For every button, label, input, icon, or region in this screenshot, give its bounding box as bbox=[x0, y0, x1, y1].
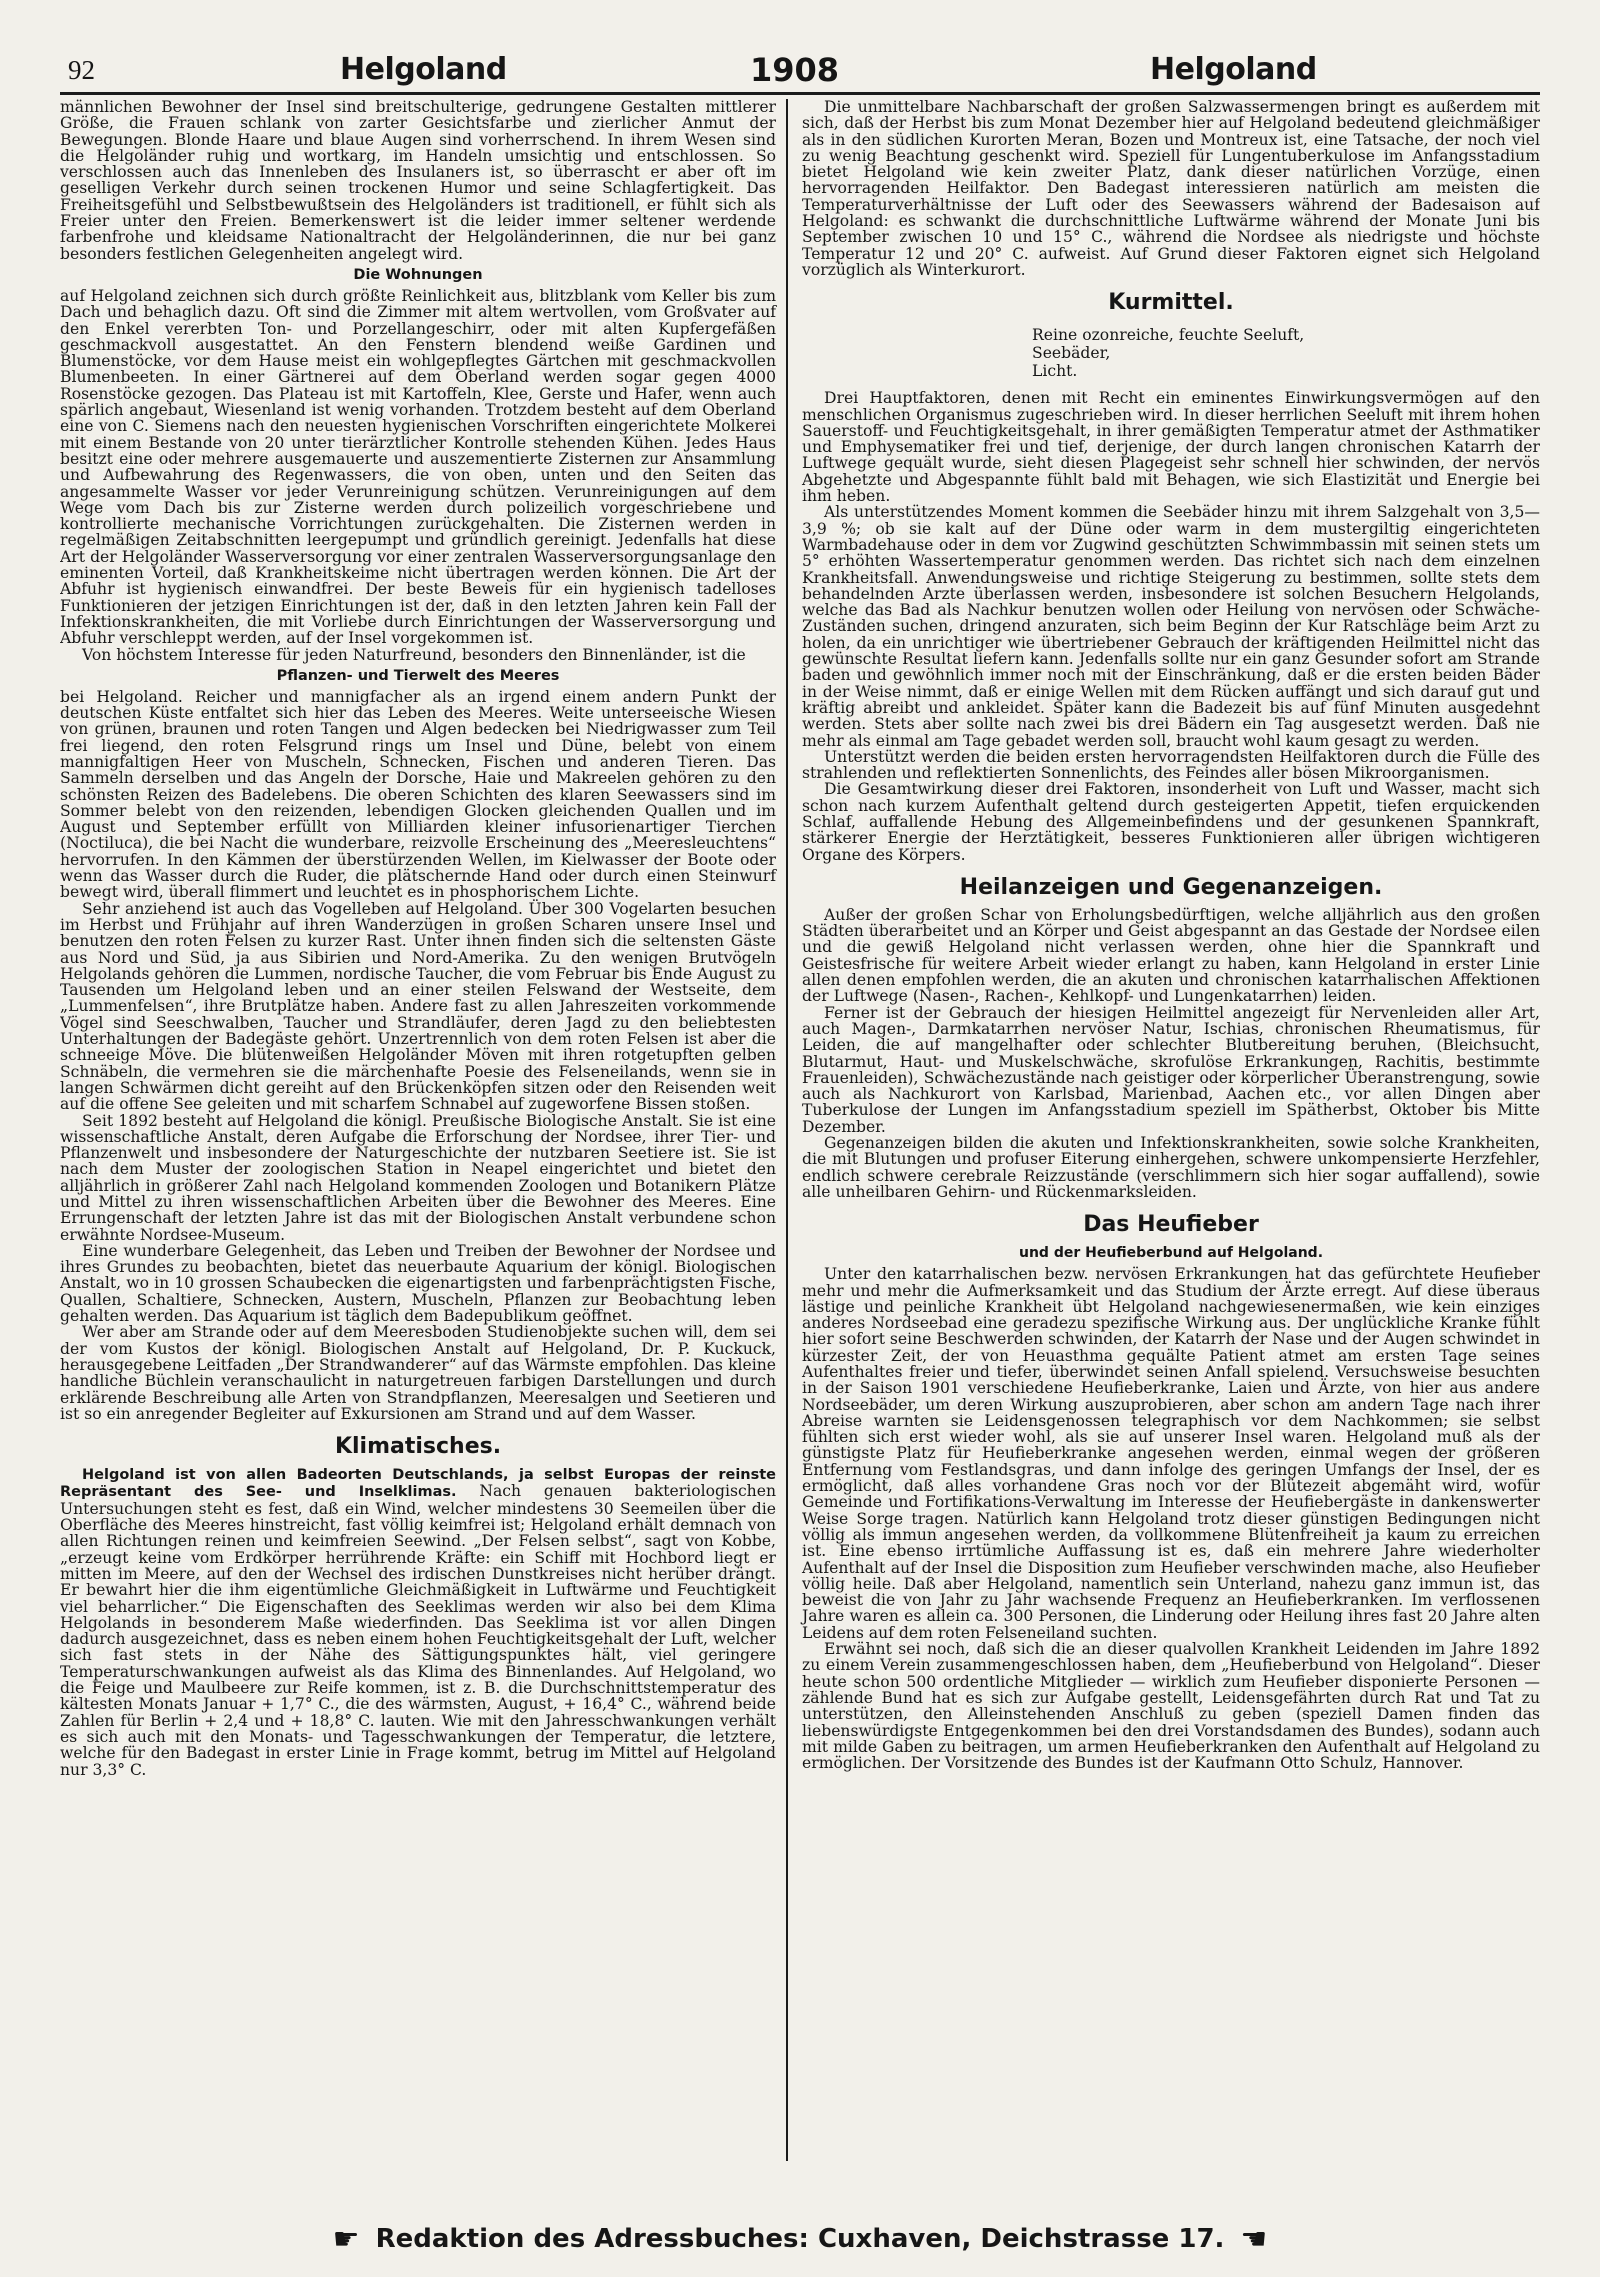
climate-body-text: Nach genauen bakteriologischen Untersuchungen steht es fest, daß ein Wind, welcher mindestens 30 Seemeilen über die Oberfläche des Meeres hinstreicht, fast völlig keimfrei ist; Helgoland erhält demnach von allen Richtungen reinen und keimfreien Seewind. „Der Felsen selbst“, sagt von Kobbe, „erzeugt keine vom Erdkörper herrührende Kräfte: ein Schiff mit Hochbord liegt er mitten im Meere, auf den der Wechsel des irdischen Dunstkreises nicht herüber drängt. Er bewahrt hier die ihm eigentümliche Gleichmäßigkeit in Luftwärme und Feuchtigkeit viel beharrlicher.“ Die Eigenschaften des Seeklimas werden wir also bei dem Klima Helgolands in besonderem Maße wiederfinden. Das Seeklima ist vor allen Dingen dadurch ausgezeichnet, dass es neben einem hohen Feuchtigkeitsgehalt der Luft, welcher sich fast stets in der Nähe des Sättigungspunktes hält, viel geringere Temperaturschwankungen aufweist als das Klima des Binnenlandes. Auf Helgoland, wo die Feige und Maulbeere zur Reife kommen, ist z. B. die Durchschnittstemperatur des kältesten Monats Januar + 1,7° C., die des wärmsten, August, + 16,4° C., während beide Zahlen für Berlin + 2,4 und + 18,8° C. lauten. Wie mit den Jahresschwankungen verhält es sich auch mit den Monats- und Tagesschwankungen der Temperatur, die letztere, welche für den Badegast in erster Linie in Frage kommt, betrug im Mittel auf Helgoland nur 3,3° C. bbox=[60, 1482, 777, 1779]
paragraph-sea-baths: Als unterstützendes Moment kommen die Seebäder hinzu mit ihrem Salzgehalt von 3,5—3,9 %; ob sie kalt auf der Düne oder warm in dem mustergiltig eingerichteten Warmbadehause oder in dem vor Zugwind geschützten Schwimmbassin mit seinen stets um 5° erhöhten Wassertemperatur genommen werden. Das richtet sich nach dem einzelnen Krankheitsfall. Anwendungsweise und richtige Steigerung zu bestimmen, sollte stets dem behandelnden Arzte überlassen werden, insbesondere ist solchen Besuchern Helgolands, welche das Bad als Nachkur benutzen wollen oder Heilung von nervösen oder Schwäche-Zuständen suchen, dringend anzuraten, sich beim Beginn der Kur Ratschläge beim Arzt zu holen, da ein unrichtiger wie übertriebener Gebrauch der kräftigenden Heilmittel nicht das gewünschte Resultat liefern kann. Jedenfalls sollte nur ein ganz Gesunder sofort am Strande baden und gewöhnlich immer noch mit der Einschränkung, daß er die ersten beiden Bäder in der Weise nimmt, daß er einige Wellen mit dem Rücken auffängt und sich darauf gut und kräftig abreibt und ankleidet. Später kann die Badezeit bis auf fünf Minuten ausgedehnt werden. Stets aber sollte nach zwei bis drei Bädern ein Tag ausgesetzt werden. Daß nie mehr als einmal am Tage gebadet werden soll, braucht wohl kaum gesagt zu werden. bbox=[802, 503, 1540, 750]
paragraph-housing: auf Helgoland zeichnen sich durch größte Reinlichkeit aus, blitzblank vom Keller bis zum Dach und behaglich dazu. Oft sind die Zimmer mit altem wertvollen, vom Großvater auf den Enkel vererbten Ton- und Porzellangeschirr, oder mit alten Kupfergefäßen geschmackvoll ausgestattet. An den Fenstern blendend weiße Gardinen und Blumenstöcke, vor dem Hause meist ein wohlgepflegtes Gärtchen mit geschmackvollen Blumenbeeten. In einer Gärtnerei auf dem Oberland werden sogar gegen 4000 Rosenstöcke gezogen. Das Plateau ist mit Kartoffeln, Klee, Gerste und Hafer, wenn auch spärlich angebaut, Wiesenland ist wenig vorhanden. Trotzdem besteht auf dem Oberland eine von C. Siemens nach den neuesten hygienischen Vorschriften eingerichtete Molkerei mit einem Bestande von 20 unter tierärztlicher Kontrolle stehenden Kühen. Jedes Haus besitzt eine oder mehrere ausgemauerte und auszementierte Zisternen zur Ansammlung und Aufbewahrung des Regenwassers, die von oben, unten und den Seiten das angesammelte Wasser vor jeder Verunreinigung schützen. Verunreinigungen auf dem Wege vom Dach bis zur Zisterne werden durch polizeilich vorgeschriebene und kontrollierte mechanische Vorrichtungen zurückgehalten. Die Zisternen werden in regelmäßigen Zeitabschnitten leergepumpt und gründlich gereinigt. Jedenfalls hat diese Art der Helgoländer Wasserversorgung vor einer zentralen Wasserversorgungsanlage den eminenten Vorteil, daß Krankheitskeime nicht übertragen werden können. Die Art der Abfuhr ist hygienisch einwandfrei. Der beste Beweis für ein hygienisch tadelloses Funktionieren der jetzigen Einrichtungen ist der, daß in den letzten Jahren kein Fall der Infektionskrankheiten, die mit Vorliebe durch Einrichtungen der Wasserversorgung und Abfuhr verschleppt werden, auf der Insel vorgekommen ist. bbox=[60, 286, 777, 648]
kurmittel-item: Licht. bbox=[1032, 362, 1078, 381]
kurmittel-item: Reine ozonreiche, feuchte Seeluft, bbox=[1032, 326, 1305, 345]
paragraph-autumn-climate: Die unmittelbare Nachbarschaft der großen Salzwassermengen bringt es außerdem mit sich, daß der Herbst bis zum Monat Dezember hier auf Helgoland bedeutend gleichmäßiger als in den südlichen Kurorten Meran, Bozen und Montreux ist, eine Tatsache, der noch viel zu wenig Beachtung geschenkt wird. Speziell für Lungentuberkulose im Anfangsstadium bietet Helgoland wie kein zweiter Platz, dank dieser natürlichen Vorzüge, einen hervorragenden Heilfaktor. Den Badegast interessieren natürlich am meisten die Temperaturverhältnisse der Luft oder des Seewassers während der Badesaison auf Helgoland: es schwankt die durchschnittliche Luftwärme während der Monate Juni bis September zwischen 10 und 15° C., während die Nordsee als niedrigste und höchste Temperatur 12 und 20° C. aufweist. Auf Grund dieser Faktoren eignet sich Helgoland vorzüglich als Winterkurort. bbox=[802, 99, 1540, 279]
heading-heilanzeigen: Heilanzeigen und Gegenanzeigen. bbox=[959, 874, 1383, 900]
heading-klimatisches: Klimatisches. bbox=[334, 1434, 502, 1460]
paragraph-strandwanderer: Wer aber am Strande oder auf dem Meeresboden Studienobjekte suchen will, dem sei der vom Kustos der königl. Biologischen Anstalt auf Helgoland, Dr. P. Kuckuck, herausgegebene Leitfaden „Der Strandwanderer“ auf das Wärmste empfohlen. Das kleine handliche Büchlein veranschaulicht in naturgetreuen farbigen Darstellungen und durch erklärende Beschreibung alle Arten von Strandpflanzen, Meeresalgen und Seetieren und ist so ein anregender Begleiter auf Exkursionen am Strand und auf dem Wasser. bbox=[60, 1323, 777, 1423]
paragraph-bird-life: Sehr anziehend ist auch das Vogelleben auf Helgoland. Über 300 Vogelarten besuchen im Herbst und Frühjahr auf ihren Wanderzügen in großen Scharen unsere Insel und benutzen den roten Felsen zu kurzer Rast. Unter ihnen finden sich die seltensten Gäste aus Nord und Süd, ja aus Sibirien und Nord-Amerika. Zu den wenigen Brutvögeln Helgolands gehören die Lummen, nordische Taucher, die vom Februar bis Ende August zu Tausenden um Helgoland leben und an einer steilen Felswand der Westseite, dem „Lummenfelsen“, ihre Brutplätze haben. Andere fast zu allen Jahreszeiten vorkommende Vögel sind Seeschwalben, Taucher und Strandläufer, deren Jagd zu den beliebtesten Unterhaltungen der Badegäste gehört. Unzertrennlich von dem roten Felsen ist aber die schneeige Möve. Die blütenweißen Helgoländer Möven mit ihren rotgetupften gelben Schnäbeln, die vermehren sie die märchenhafte Poesie des Felseneilands, wenn sie in langen Schwärmen dicht gereiht auf den Brückenköpfen sitzen oder den Reisenden weit auf die offene See geleiten und mit scharfem Schnabel auf zugeworfene Bissen stoßen. bbox=[60, 899, 777, 1114]
heading-wohnungen: Die Wohnungen bbox=[353, 266, 483, 283]
page-number: 92 bbox=[68, 55, 95, 85]
paragraph-further-indications: Ferner ist der Gebrauch der hiesigen Heilmittel angezeigt für Nervenleiden aller Art, auch Magen-, Darmkatarrhen nervöser Natur, Ischias, chronischen Rheumatismus, für Leiden, die auf mangelhafter oder schlechter Blutbereitung beruhen, (Bleichsucht, Blutarmut, Haut- und Muskelschwäche, skrofulöse Erkrankungen, Rachitis, bestimmte Frauenleiden), Schwächezustände nach geistiger oder körperlicher Überanstrengung, sowie auch als Nachkurort von Karlsbad, Marienbad, Aachen etc., vor allen Dingen aber Tuberkulose der Lungen im Anfangsstadium speziell im Spätherbst, Oktober bis Mitte Dezember. bbox=[802, 1003, 1540, 1136]
two-column-body bbox=[60, 99, 1540, 2161]
paragraph-hay-fever: Unter den katarrhalischen bezw. nervösen Erkrankungen hat das gefürchtete Heufieber mehr und mehr die Aufmerksamkeit und das Studium der Ärzte erregt. Auf diese überaus lästige und peinliche Krankheit übt Helgoland nachgewiesenermaßen, wie kein einziges anderes Nordseebad eine geradezu spezifische Wirkung aus. Der unglückliche Kranke fühlt hier sofort seine Beschwerden schwinden, der Katarrh der Nase und der Augen schwindet in kürzester Zeit, der von Heuasthma gequälte Patient atmet am ersten Tage seines Aufenthaltes freier und tiefer, überwindet seinen Anfall spielend. Versuchsweise besuchten in der Saison 1901 verschiedene Heufieberkranke, Laien und Ärzte, von hier aus andere Nordseebäder, um deren Wirkung auszuprobieren, aber schon am andern Tage nach ihrer Abreise warnten sie Leidensgenossen telegraphisch vor dem Nachkommen; sie selbst fühlten sich erst wieder wohl, als sie auf unserer Insel waren. Helgoland muß als der günstigste Platz für Heufieberkranke angesehen werden, einmal wegen der größeren Entfernung vom Festlandsgras, und dann infolge des geringen Umfangs der Insel, der es ermöglicht, daß alles vorhandene Gras noch vor der Blütezeit abgemäht wird, wofür Gemeinde und Fortifikations-Verwaltung im Interesse der Heufiebergäste in dankenswerter Weise Sorge tragen. Natürlich kann Helgoland trotz dieser günstigen Bedingungen nicht völlig als immun angesehen werden, da vollkommene Blütenfreiheit ja kaum zu erreichen ist. Eine ebenso irrtümliche Auffassung ist es, daß ein mehrere Jahre wiederholter Aufenthalt auf der Insel die Disposition zum Heufieber verschwinden mache, also Heufieber völlig heile. Daß aber Helgoland, namentlich sein Unterland, nahezu ganz immun ist, das beweist die von Jahr zu Jahr wachsende Frequenz an Heufieberkranken. Im verflossenen Jahre waren es allein ca. 300 Personen, die Linderung oder Heilung ihres fast 20 Jahre alten Leidens auf dem roten Felseneiland suchten. bbox=[802, 1265, 1540, 1642]
paragraph-climate bbox=[60, 1466, 776, 1778]
year: 1908 bbox=[750, 51, 840, 89]
page-header bbox=[60, 50, 1540, 95]
heading-heufieber: Das Heufieber bbox=[1083, 1212, 1259, 1238]
paragraph-sea-air: Drei Hauptfaktoren, denen mit Recht ein eminentes Einwirkungsvermögen auf den menschlichen Organismus zugeschrieben wird. In dieser herrlichen Seeluft mit ihrem hohen Sauerstoff- und Feuchtigkeitsgehalt, in ihrer gemäßigten Temperatur atmet der Asthmatiker und Emphysematiker frei und tief, derjenige, der durch langen chronischen Katarrh der Luftwege gequält wurde, sieht diesen Plagegeist sehr schnell hier schwinden, der nervös Abgehetzte und Abgespannte fühlt bald mit Behagen, wie sich Elastizität und Energie bei ihm heben. bbox=[802, 389, 1540, 506]
climate-lead-statement: Helgoland ist von allen Badeorten Deutschlands, ja selbst Europas der reinste Repräsentant des See- und Inselklimas. bbox=[60, 1467, 777, 1501]
paragraph-hay-fever-society: Erwähnt sei noch, daß sich die an dieser qualvollen Krankheit Leidenden im Jahre 1892 zu einem Verein zusammengeschlossen haben, dem „Heufieberbund von Helgoland“. Dieser heute schon 500 ordentliche Mitglieder — wirklich zum Heufieber disponierte Personen — zählende Bund hat es sich zur Aufgabe gestellt, Leidensgefährten durch Rat und Tat zu unterstützen, den Alleinstehenden Anschluß zu geben (speziell Damen finden das liebenswürdigste Entgegenkommen bei den drei Vorstandsdamen des Bundes), sodann auch mit milde Gaben zu beitragen, um armen Heufieberkranken den Aufenthalt auf Helgoland zu ermöglichen. Der Vorsitzende des Bundes ist der Kaufmann Otto Schulz, Hannover. bbox=[802, 1640, 1540, 1773]
heading-pflanzen-tierwelt: Pflanzen- und Tierwelt des Meeres bbox=[276, 667, 560, 684]
footer-text: Redaktion des Adressbuches: Cuxhaven, Deichstrasse 17. bbox=[375, 2224, 1225, 2254]
paragraph-nature-intro: Von höchstem Interesse für jeden Naturfreund, besonders den Binnenländer, ist die bbox=[82, 645, 746, 664]
running-title-left: Helgoland bbox=[340, 52, 507, 87]
paragraph-inhabitants: männlichen Bewohner der Insel sind breitschulterige, gedrungene Gestalten mittlerer Größe, die Frauen schlank von zarter Gesichtsfarbe und zierlicher Anmut der Bewegungen. Blonde Haare und blaue Augen sind vorherrschend. In ihrem Wesen sind die Helgoländer ruhig und wortkarg, im Handeln umsichtig und entschlossen. So verschlossen auch das Innenleben des Insulaners ist, so überrascht er aber oft im geselligen Verkehr durch seinen trockenen Humor und seine Schlagfertigkeit. Das Freiheitsgefühl und Selbstbewußtsein des Helgoländers ist traditionell, er fühlt sich als Freier unter den Freien. Bemerkenswert ist die leider immer seltener werdende farbenfrohe und kleidsame Nationaltracht der Helgoländerinnen, die nur bei ganz besonders festlichen Gelegenheiten angelegt wird. bbox=[60, 99, 777, 263]
left-column bbox=[60, 99, 786, 2161]
heading-kurmittel: Kurmittel. bbox=[1108, 290, 1234, 316]
footer-notice bbox=[0, 2216, 1600, 2266]
kurmittel-item: Seebäder, bbox=[1032, 344, 1111, 363]
right-column bbox=[788, 99, 1540, 2161]
running-title-right: Helgoland bbox=[1150, 52, 1317, 87]
subheading-heufieberbund: und der Heufieberbund auf Helgoland. bbox=[1018, 1245, 1324, 1262]
paragraph-indications: Außer der großen Schar von Erholungsbedürftigen, welche alljährlich aus den großen Städten überarbeitet und an Körper und Geist abgespannt an das Gestade der Nordsee eilen und die gewiß Helgoland nicht verlassen werden, ohne hier die Spannkraft und Geistesfrische für weitere Arbeit wieder erlangt zu haben, kann Helgoland in erster Linie allen denen empfohlen werden, die an akuten und chronischen katarrhalischen Affektionen der Luftwege (Nasen-, Rachen-, Kehlkopf- und Lungenkatarrhen) leiden. bbox=[802, 905, 1540, 1006]
pointing-hand-left-icon: ☚ bbox=[1240, 2222, 1268, 2257]
paragraph-sea-life: bei Helgoland. Reicher und mannigfacher als an irgend einem andern Punkt der deutschen Küste entfaltet sich hier das Leben des Meeres. Weite unterseeische Wiesen von grünen, braunen und roten Tangen und Algen bedecken bei Niedrigwasser zum Teil frei liegend, den roten Felsgrund rings um Insel und Düne, belebt von einem mannigfaltigen Heer von Muscheln, Schnecken, Fischen und anderen Tieren. Das Sammeln derselben und das Angeln der Dorsche, Haie und Makreelen gehören zu den schönsten Reizen des Badelebens. Die oberen Schichten des klaren Seewassers sind im Sommer belebt von den reizenden, lebendigen Glocken gleichenden Quallen und im August und September erfüllt von Milliarden kleiner infusorienartiger Tierchen (Noctiluca), die bei Nacht die wunderbare, reizvolle Erscheinung des „Meeresleuchtens“ hervorrufen. In den Kämmen der überstürzenden Wellen, im Kielwasser der Boote oder wenn das Wasser durch die Ruder, die plätschernde Hand oder durch einen Steinwurf bewegt wird, überall flimmert und leuchtet es in phosphorischem Lichte. bbox=[60, 687, 777, 902]
paragraph-overall-effect: Die Gesamtwirkung dieser drei Faktoren, insonderheit von Luft und Wasser, macht sich schon nach kurzem Aufenthalt geltend durch gesteigerten Appetit, tiefen erquickenden Schlaf, auffallende Hebung des Allgemeinbefindens und der gesunkenen Spannkraft, stärkerer Energie der Herztätigkeit, besseres Funktionieren aller übrigen wichtigeren Organe des Körpers. bbox=[802, 780, 1540, 864]
paragraph-aquarium: Eine wunderbare Gelegenheit, das Leben und Treiben der Bewohner der Nordsee und ihres Grundes zu beobachten, bietet das neuerbaute Aquarium der königl. Biologischen Anstalt, wo in 10 grossen Schaubecken die eigenartigsten und farbenprächtigsten Fische, Quallen, Schaltiere, Schnecken, Austern, Muscheln, Pflanzen zur Beobachtung leben gehalten werden. Das Aquarium ist täglich dem Badepublikum geöffnet. bbox=[60, 1241, 777, 1326]
paragraph-biological-institute: Seit 1892 besteht auf Helgoland die königl. Preußische Biologische Anstalt. Sie ist eine wissenschaftliche Anstalt, deren Aufgabe die Erforschung der Nordsee, ihrer Tier- und Pflanzenwelt und insbesondere der Naturgeschichte der nutzbaren Seetiere ist. Sie ist nach dem Muster der zoologischen Station in Neapel eingerichtet und bietet den alljährlich in größerer Zahl nach Helgoland kommenden Zoologen und Botanikern Plätze und Mittel zu ihren wissenschaftlichen Arbeiten über die Bewohner des Meeres. Eine Errungenschaft der letzten Jahre ist das mit der Biologischen Anstalt verbundene schon erwähnte Nordsee-Museum. bbox=[60, 1111, 777, 1244]
kurmittel-list bbox=[1032, 326, 1540, 380]
paragraph-sunlight: Unterstützt werden die beiden ersten hervorragendsten Heilfaktoren durch die Fülle des strahlenden und reflektierten Sonnenlichts, des Feindes aller bösen Mikroorganismen. bbox=[802, 747, 1540, 783]
paragraph-contraindications: Gegenanzeigen bilden die akuten und Infektionskrankheiten, sowie solche Krankheiten, die mit Blutungen und profuser Eiterung einhergehen, schwere unkompensierte Herzfehler, endlich schwere cerebrale Reizzustände (verschlimmern sich hier sogar auffallend), sowie alle unheilbaren Gehirn- und Rückenmarksleiden. bbox=[802, 1134, 1540, 1201]
pointing-hand-right-icon: ☛ bbox=[332, 2222, 360, 2257]
